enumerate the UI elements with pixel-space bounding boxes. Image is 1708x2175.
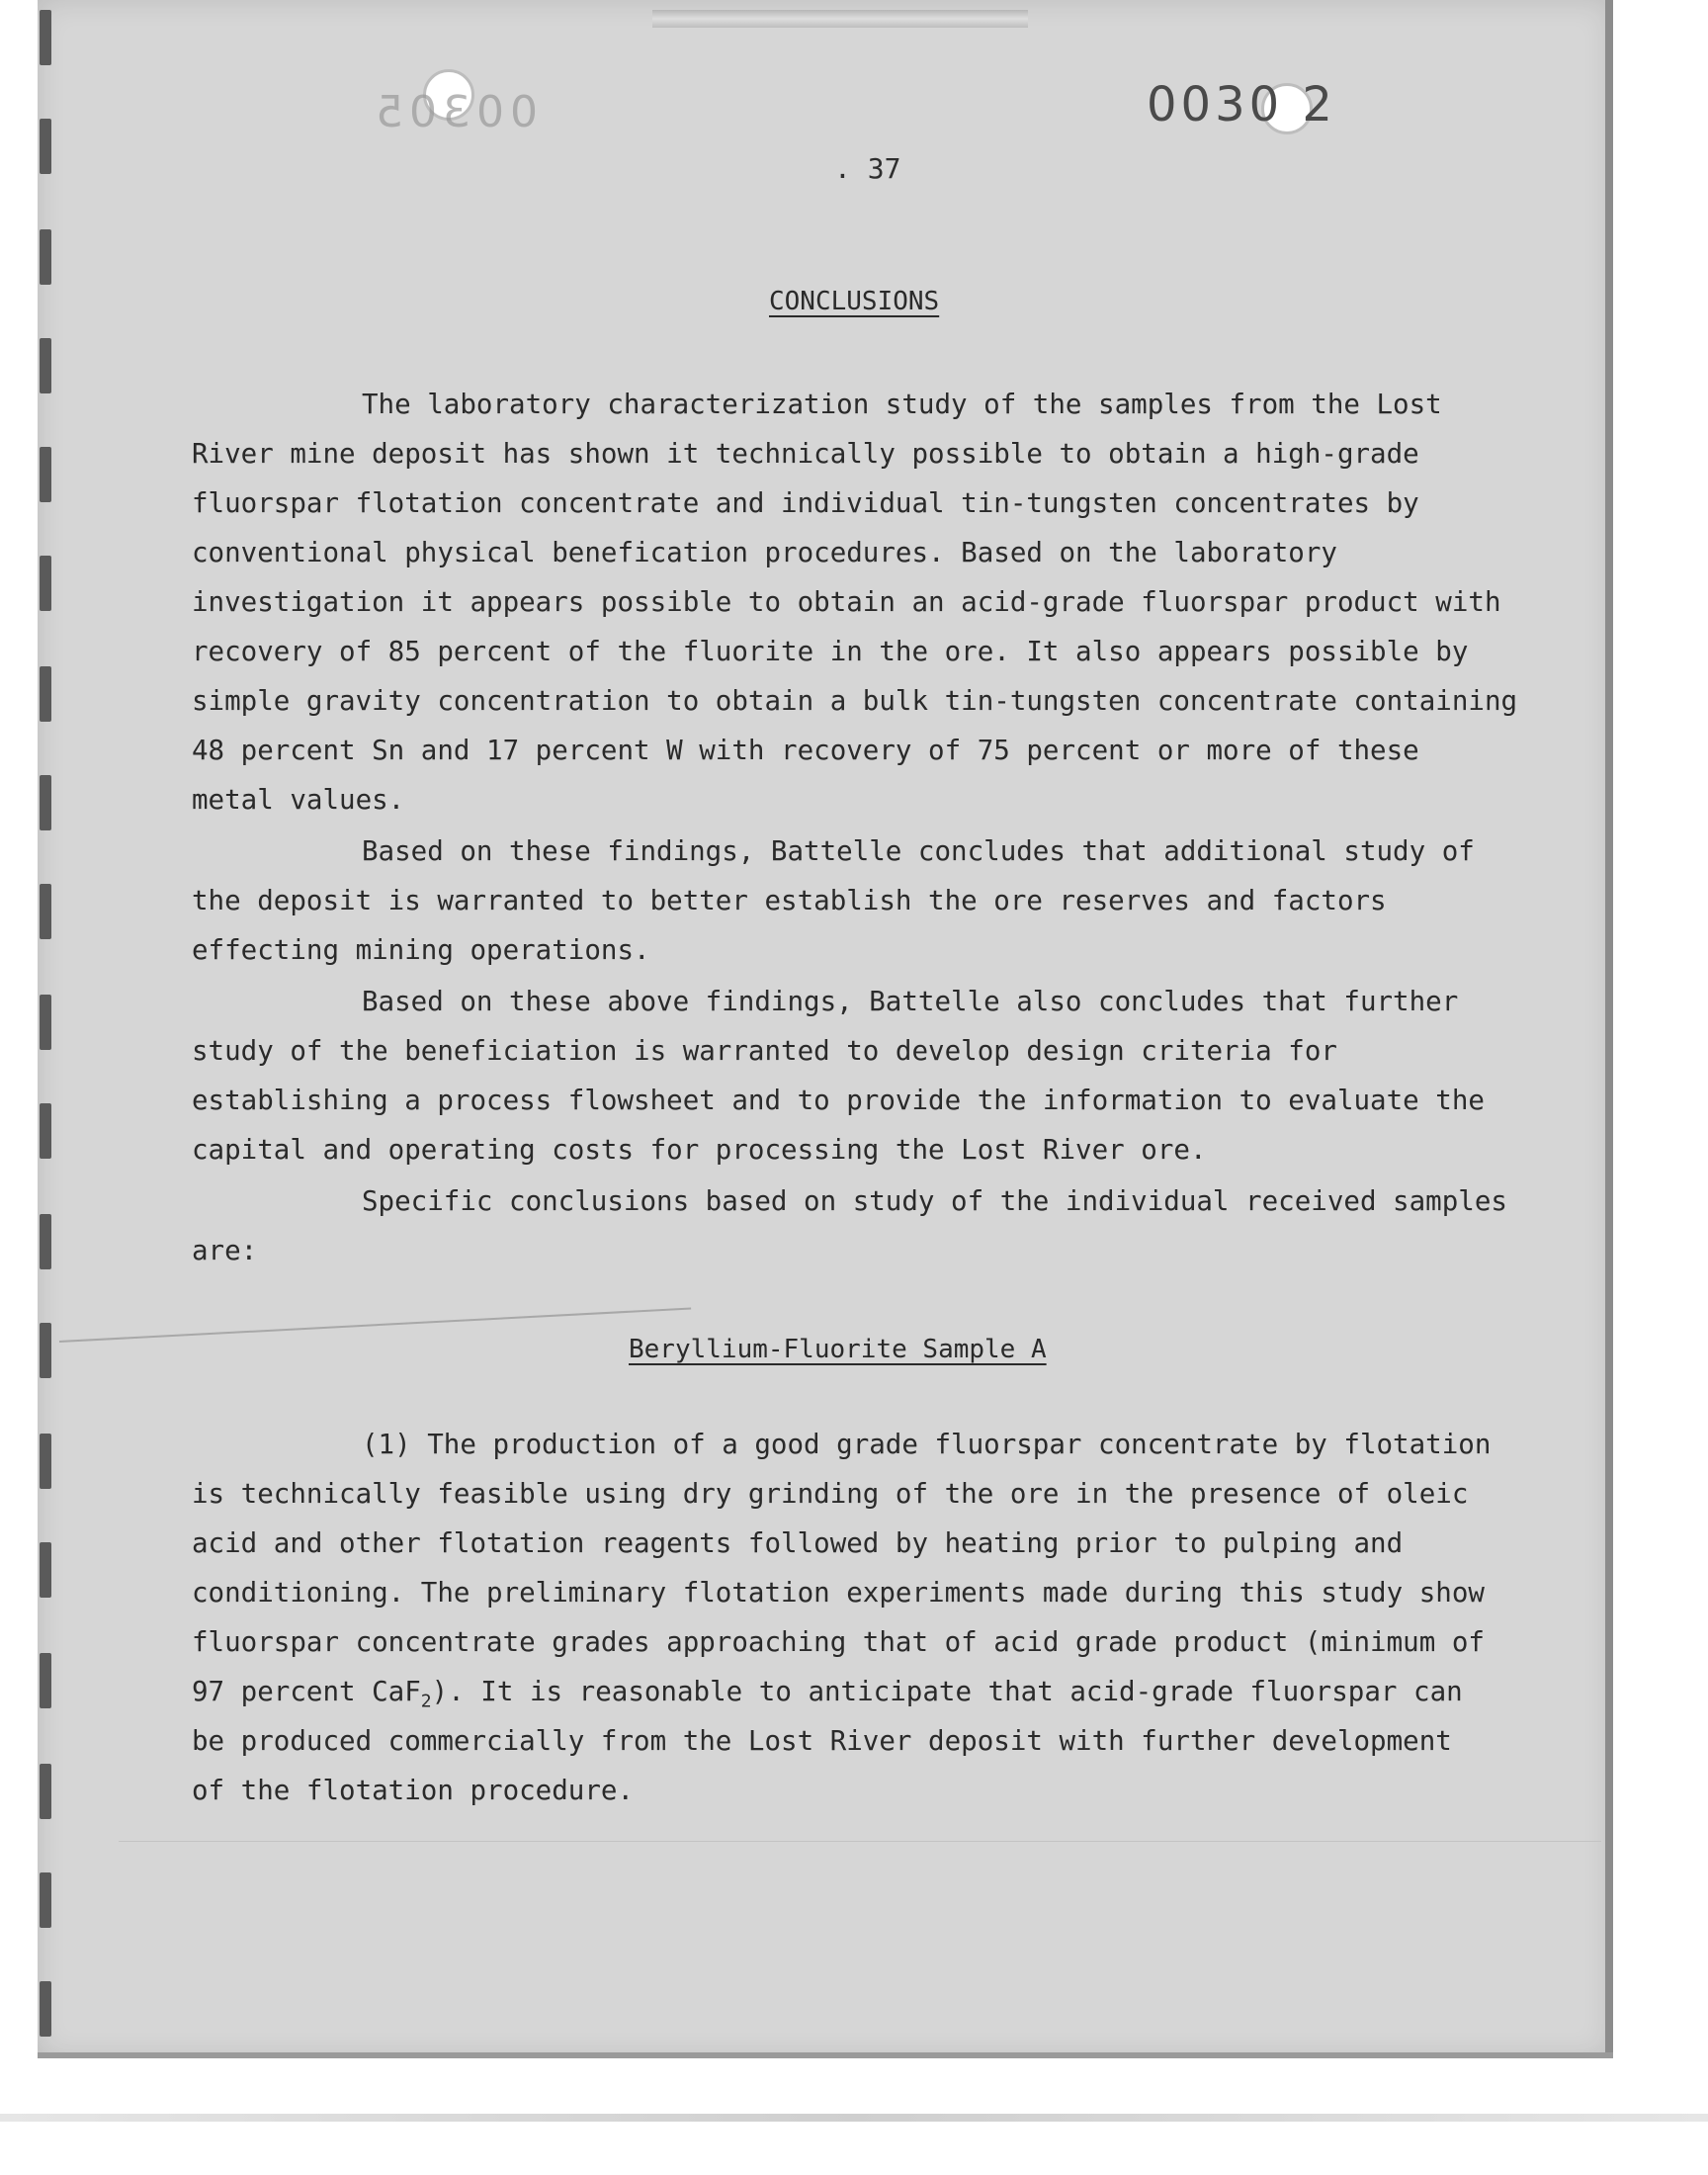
page-number: . 37 [834, 152, 901, 185]
text-segment: 97 percent CaF [192, 1676, 421, 1707]
conclusions-paragraph-1 [192, 380, 1566, 825]
faint-rule [119, 1841, 1601, 1842]
binding-mark [40, 1542, 51, 1598]
text-line: investigation it appears possible to obtain an acid-grade fluorspar product with [192, 586, 1501, 618]
text-line: effecting mining operations. [192, 934, 650, 966]
text-line: establishing a process flowsheet and to provide the information to evaluate the [192, 1085, 1485, 1116]
binding-mark [40, 229, 51, 285]
document-number: 0030 2 [1147, 77, 1336, 132]
text-line: 48 percent Sn and 17 percent W with recovery of 75 percent or more of these [192, 735, 1419, 766]
binding-mark [40, 1323, 51, 1378]
scan-strip [0, 2114, 1708, 2122]
text-line: River mine deposit has shown it technically possible to obtain a high-grade [192, 438, 1419, 470]
text-line: capital and operating costs for processing the Lost River ore. [192, 1134, 1207, 1166]
sample-a-heading: Beryllium-Fluorite Sample A [629, 1335, 1047, 1364]
text-line: recovery of 85 percent of the fluorite in the ore. It also appears possible by [192, 636, 1469, 667]
binding-mark [40, 1103, 51, 1159]
staple-mark [652, 10, 1028, 28]
binding-mark [40, 556, 51, 611]
text-line: conditioning. The preliminary flotation experiments made during this study show [192, 1577, 1485, 1609]
text-line: metal values. [192, 784, 405, 816]
conclusions-paragraph-3 [192, 977, 1566, 1174]
binding-mark [40, 1872, 51, 1928]
text-line: simple gravity concentration to obtain a bulk tin-tungsten concentrate containing [192, 685, 1518, 717]
binding-mark [40, 10, 51, 65]
binding-strip [0, 0, 59, 2058]
binding-mark [40, 119, 51, 174]
text-line: fluorspar concentrate grades approaching that of acid grade product (minimum of [192, 1626, 1485, 1658]
text-line [192, 1667, 1566, 1716]
text-line: is technically feasible using dry grinding of the ore in the presence of oleic [192, 1478, 1469, 1510]
text-line: Specific conclusions based on study of the individual received samples [362, 1185, 1507, 1217]
binding-mark [40, 1981, 51, 2037]
binding-mark [40, 1214, 51, 1269]
conclusions-paragraph-2 [192, 826, 1566, 975]
binding-mark [40, 447, 51, 502]
bleed-through-number: 00305 [370, 87, 538, 137]
sample-a-paragraph-1 [192, 1420, 1566, 1815]
text-line: are: [192, 1235, 258, 1266]
text-line: (1) The production of a good grade fluorspar concentrate by flotation [362, 1429, 1492, 1460]
text-line: the deposit is warranted to better establish the ore reserves and factors [192, 885, 1387, 916]
text-line: acid and other flotation reagents followed by heating prior to pulping and [192, 1527, 1404, 1559]
text-line: of the flotation procedure. [192, 1775, 635, 1806]
binding-mark [40, 338, 51, 393]
text-line: conventional physical benefication procedures. Based on the laboratory [192, 537, 1337, 568]
conclusions-paragraph-4 [192, 1176, 1566, 1275]
text-line: Based on these above findings, Battelle also concludes that further [362, 986, 1459, 1017]
binding-mark [40, 775, 51, 830]
binding-mark [40, 1434, 51, 1489]
text-line: Based on these findings, Battelle concludes that additional study of [362, 835, 1475, 867]
binding-mark [40, 1653, 51, 1708]
conclusions-heading: CONCLUSIONS [769, 287, 940, 316]
text-line: fluorspar flotation concentrate and individual tin-tungsten concentrates by [192, 487, 1419, 519]
binding-mark [40, 666, 51, 722]
text-line: study of the beneficiation is warranted to develop design criteria for [192, 1035, 1337, 1067]
binding-mark [40, 995, 51, 1050]
page-edge-bottom [38, 2052, 1613, 2058]
text-segment: ). It is reasonable to anticipate that acid-grade fluorspar can [431, 1676, 1463, 1707]
binding-mark [40, 1764, 51, 1819]
subscript: 2 [420, 1691, 432, 1712]
text-line: be produced commercially from the Lost River deposit with further development [192, 1725, 1452, 1757]
binding-mark [40, 884, 51, 939]
text-line: The laboratory characterization study of the samples from the Lost [362, 389, 1442, 420]
page-edge-right [1605, 0, 1613, 2058]
